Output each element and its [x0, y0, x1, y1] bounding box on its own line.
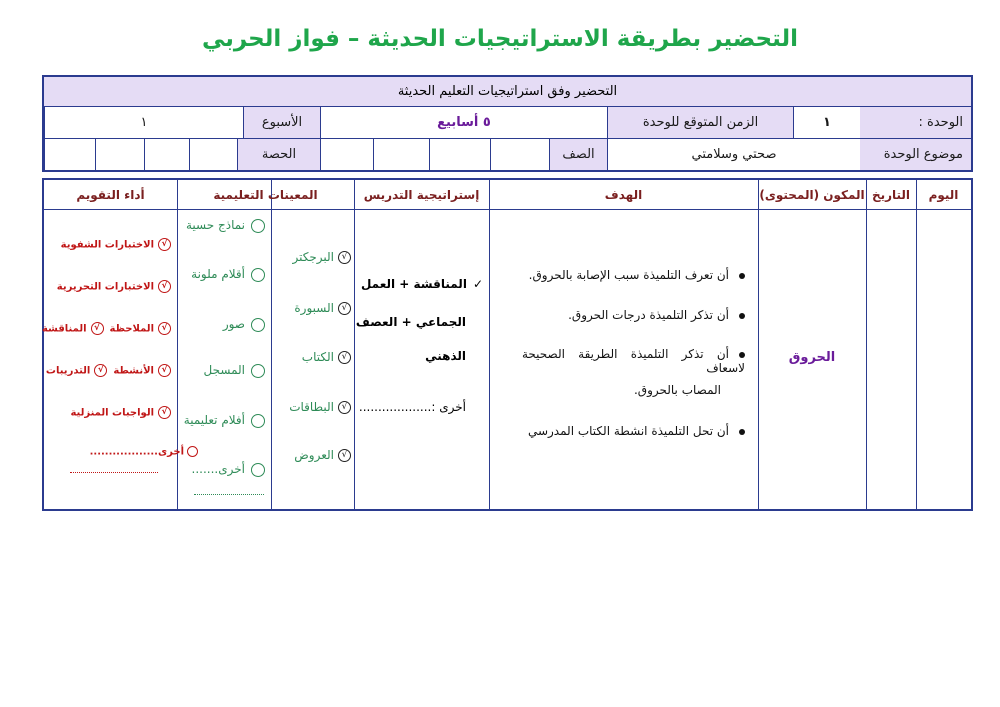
session-cell [44, 139, 95, 170]
check-icon: √ [338, 449, 351, 462]
objective-2: أن تذكر التلميذة درجات الحروق. [568, 308, 745, 322]
col-divider [758, 180, 759, 509]
col-divider [177, 180, 178, 509]
header-content: المكون (المحتوى) [759, 188, 865, 202]
check-icon: √ [338, 351, 351, 364]
col-divider [866, 180, 867, 509]
topic-value: صحتي وسلامتي [607, 139, 860, 170]
strategy-other: أخرى :................... [358, 400, 466, 414]
header-assessment: أداء التقويم [76, 188, 145, 202]
check-icon: √ [158, 280, 171, 293]
topic-label: موضوع الوحدة [860, 139, 971, 170]
session-cell [95, 139, 144, 170]
check-icon: √ [94, 364, 107, 377]
strategy-line-1: ✓المناقشة + العمل [360, 277, 483, 291]
check-icon: √ [158, 406, 171, 419]
strategy-line-2: الجماعي + العصف [355, 315, 466, 329]
radio-icon[interactable] [251, 364, 265, 378]
assessment-item-pair: √الملاحظة√المناقشة [42, 322, 171, 335]
page-title: التحضير بطريقة الاستراتيجيات الحديثة – فواز الحربي [201, 26, 799, 52]
aid-option[interactable]: المسجل [204, 363, 265, 378]
duration-value: ٥ أسابيع [320, 107, 607, 139]
radio-icon[interactable] [251, 268, 265, 282]
col-divider [271, 180, 272, 509]
grade-cell [320, 139, 373, 170]
dotted-line [194, 494, 264, 495]
bullet-icon [739, 352, 745, 358]
week-value: ١ [44, 107, 243, 139]
bullet-icon [739, 429, 745, 435]
aid-option[interactable]: أقلام ملونة [191, 267, 265, 282]
aid-option-other[interactable]: أخرى....... [192, 462, 265, 477]
unit-value: ١ [793, 107, 860, 139]
radio-icon[interactable] [251, 219, 265, 233]
objective-3-cont: المصاب بالحروق. [633, 383, 721, 397]
col-divider [489, 180, 490, 509]
check-icon: √ [338, 302, 351, 315]
header-strategy: إستراتيجية التدريس [363, 188, 480, 202]
header-aids: المعينات التعليمية [213, 188, 318, 202]
col-divider [354, 180, 355, 509]
session-cell [189, 139, 237, 170]
grade-cell [373, 139, 429, 170]
radio-icon[interactable] [187, 446, 198, 457]
check-icon: √ [158, 238, 171, 251]
aid-option[interactable]: صور [223, 317, 265, 332]
assessment-other[interactable]: أخرى.................. [90, 446, 198, 458]
info-heading: التحضير وفق استراتيجيات التعليم الحديثة [44, 77, 971, 107]
aid-checked: √العروض [294, 448, 351, 462]
objective-1: أن تعرف التلميذة سبب الإصابة بالحروق. [529, 268, 745, 282]
assessment-item: √الاختبارات التحريرية [57, 280, 171, 293]
col-divider [916, 180, 917, 509]
check-icon: √ [158, 364, 171, 377]
week-label: الأسبوع [243, 107, 320, 139]
header-objective: الهدف [604, 188, 643, 202]
objective-3: أن تذكر التلميذة الطريقة الصحيحة لاسعاف [522, 347, 745, 375]
grade-cell [429, 139, 490, 170]
radio-icon[interactable] [251, 414, 265, 428]
objective-4: أن تحل التلميذة انشطة الكتاب المدرسي [528, 424, 745, 438]
duration-label: الزمن المتوقع للوحدة [607, 107, 793, 139]
check-icon: √ [91, 322, 104, 335]
check-icon: √ [158, 322, 171, 335]
aid-option[interactable]: نماذج حسية [186, 218, 265, 233]
assessment-item: √الواجبات المنزلية [70, 406, 171, 419]
content-value: الحروق [788, 350, 836, 365]
bullet-icon [739, 313, 745, 319]
unit-label: الوحدة : [860, 107, 971, 139]
strategy-line-3: الذهني [425, 349, 466, 363]
grade-label: الصف [549, 139, 607, 170]
assessment-item: √الاختبارات الشفوية [61, 238, 171, 251]
radio-icon[interactable] [251, 318, 265, 332]
assessment-item-pair: √الأنشطة√التدريبات [46, 364, 171, 377]
session-label: الحصة [237, 139, 320, 170]
unit-info-table [42, 75, 973, 172]
bullet-icon [739, 273, 745, 279]
aid-checked: √الكتاب [302, 350, 351, 364]
header-date: التاريخ [871, 188, 911, 202]
dotted-line [70, 472, 158, 473]
check-icon: √ [338, 251, 351, 264]
session-cell [144, 139, 189, 170]
radio-icon[interactable] [251, 463, 265, 477]
aid-checked: √البطاقات [289, 400, 351, 414]
lesson-plan-table [42, 178, 973, 511]
check-icon: ✓ [472, 277, 483, 291]
aid-option[interactable]: أفلام تعليمية [184, 413, 265, 428]
aid-checked: √السبورة [294, 301, 351, 315]
grade-cell [490, 139, 549, 170]
header-day: اليوم [928, 188, 959, 202]
check-icon: √ [338, 401, 351, 414]
aid-checked: √البرجكتر [292, 250, 351, 264]
